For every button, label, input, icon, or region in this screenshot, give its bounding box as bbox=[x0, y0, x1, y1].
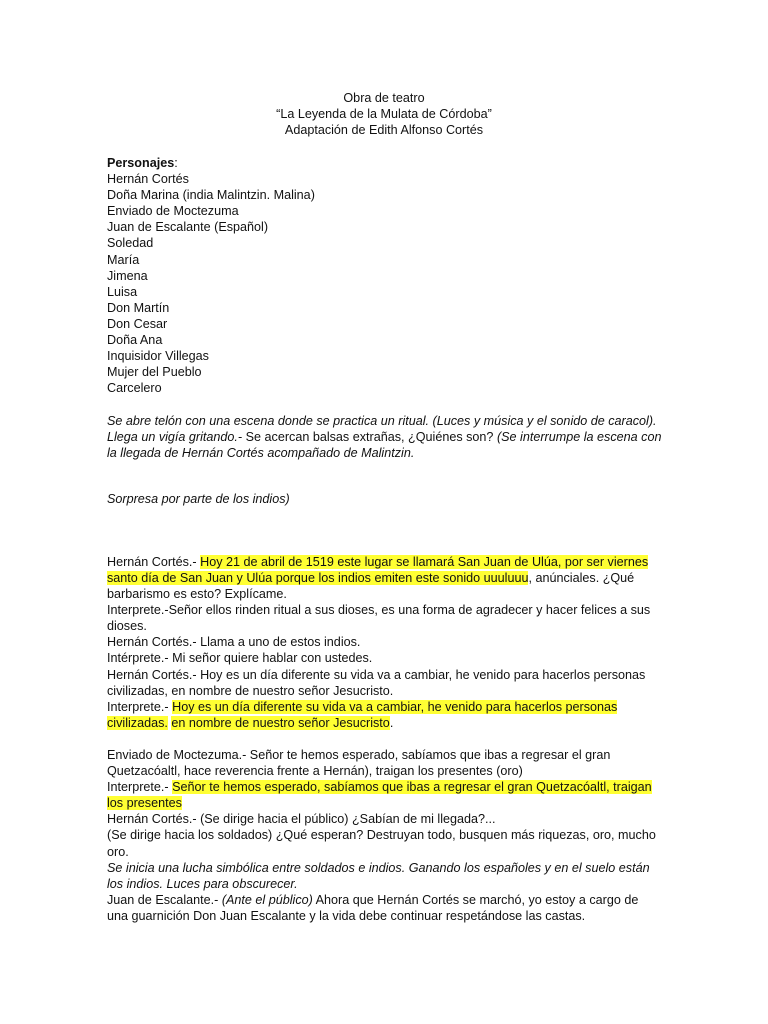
cast-member: Luisa bbox=[107, 284, 138, 299]
cast-member: Don Martín bbox=[107, 300, 170, 315]
stage-direction: los indios. Luces para obscurecer. bbox=[107, 876, 298, 891]
cast-member: Don Cesar bbox=[107, 316, 168, 331]
cast-member: Mujer del Pueblo bbox=[107, 365, 202, 380]
highlighted-text: Hoy 21 de abril de 1519 este lugar se llamará San Juan de Ulúa, por ser viernes bbox=[200, 554, 649, 569]
stage-direction: Se inicia una lucha simbólica entre soldados e indios. Ganando los españoles y en el suelo están bbox=[107, 860, 650, 875]
cast-member: María bbox=[107, 252, 140, 267]
document-body bbox=[107, 155, 667, 924]
dialogue-block-2: Enviado de Moctezuma.- Señor te hemos esperado, sabíamos que ibas a regresar el gran Quetzacóaltl, hace reverencia frente a Hernán), traigan los presentes (oro) Interprete.- Señor te hemos esperado, sabíamos que ibas a regresar el gran Quetzacóaltl, traigan los presentes Hernán Cortés.- (Se dirige hacia el público) ¿Sabían de mi llegada?... (Se dirige hacia los soldados) ¿Qué esperan? Destruyan todo, busquen más riquezas, oro, mucho oro. Se inicia una lucha simbólica entre soldados e indios. Ganando los españoles y en el suelo están los indios. Luces para obscurecer. Juan de Escalante.- (Ante el público) Ahora que Hernán Cortés se marchó, yo estoy a cargo de una guarnición Don Juan Escalante y la vida debe continuar respetándose las castas. bbox=[107, 747, 667, 924]
play-type: Obra de teatro bbox=[343, 91, 425, 105]
play-title: “La Leyenda de la Mulata de Córdoba” bbox=[276, 107, 492, 121]
dialogue-block-1: Hernán Cortés.- Hoy 21 de abril de 1519 este lugar se llamará San Juan de Ulúa, por ser viernes santo día de San Juan y Ulúa porque los indios emiten este sonido uuuluuu, anúnciales. ¿Qué barbarismo es esto? Explícame. Interprete.-Señor ellos rinden ritual a sus dioses, es una forma de agradecer y hacer felices a sus dioses. Hernán Cortés.- Llama a uno de estos indios. Intérprete.- Mi señor quiere hablar con ustedes. Hernán Cortés.- Hoy es un día diferente su vida va a cambiar, he venido para hacerlos personas civilizadas, en nombre de nuestro señor Jesucristo. Interprete.- Hoy es un día diferente su vida va a cambiar, he venido para hacerlos personas civilizadas. en nombre de nuestro señor Jesucristo. bbox=[107, 554, 651, 730]
cast-member: Inquisidor Villegas bbox=[107, 349, 209, 364]
cast-member: Jimena bbox=[107, 268, 148, 283]
cast-member: Enviado de Moctezuma bbox=[107, 204, 239, 219]
cast-member: Doña Marina (india Malintzin. Malina) bbox=[107, 188, 315, 203]
highlighted-text: en nombre de nuestro señor Jesucristo bbox=[171, 715, 390, 730]
highlighted-text: Hoy es un día diferente su vida va a cambiar, he venido para hacerlos personas bbox=[172, 699, 618, 714]
cast-member: Doña Ana bbox=[107, 333, 163, 348]
title-block bbox=[0, 90, 768, 138]
highlighted-text: Señor te hemos esperado, sabíamos que ibas a regresar el gran Quetzacóaltl, traigan bbox=[172, 780, 652, 795]
highlighted-text: santo día de San Juan y Ulúa porque los indios emiten este sonido uuuluuu bbox=[107, 570, 529, 585]
cast-member: Hernán Cortés bbox=[107, 172, 189, 187]
highlighted-text: civilizadas. bbox=[107, 715, 168, 730]
cast-member: Carcelero bbox=[107, 381, 162, 396]
cast-member: Juan de Escalante (Español) bbox=[107, 220, 269, 235]
highlighted-text: los presentes bbox=[107, 796, 182, 811]
cast-member: Soledad bbox=[107, 236, 154, 251]
cast-list bbox=[107, 171, 667, 396]
cast-heading: Personajes: bbox=[107, 156, 178, 170]
stage-direction-opening: Se abre telón con una escena donde se practica un ritual. (Luces y música y el sonido de caracol). Llega un vigía gritando.- Se acercan balsas extrañas, ¿Quiénes son? (Se interrumpe la escena con la llegada de Hernán Cortés acompañado de Malintzin. Sorpresa por parte de los indios) bbox=[107, 413, 662, 506]
adaptation-credit: Adaptación de Edith Alfonso Cortés bbox=[284, 123, 484, 137]
